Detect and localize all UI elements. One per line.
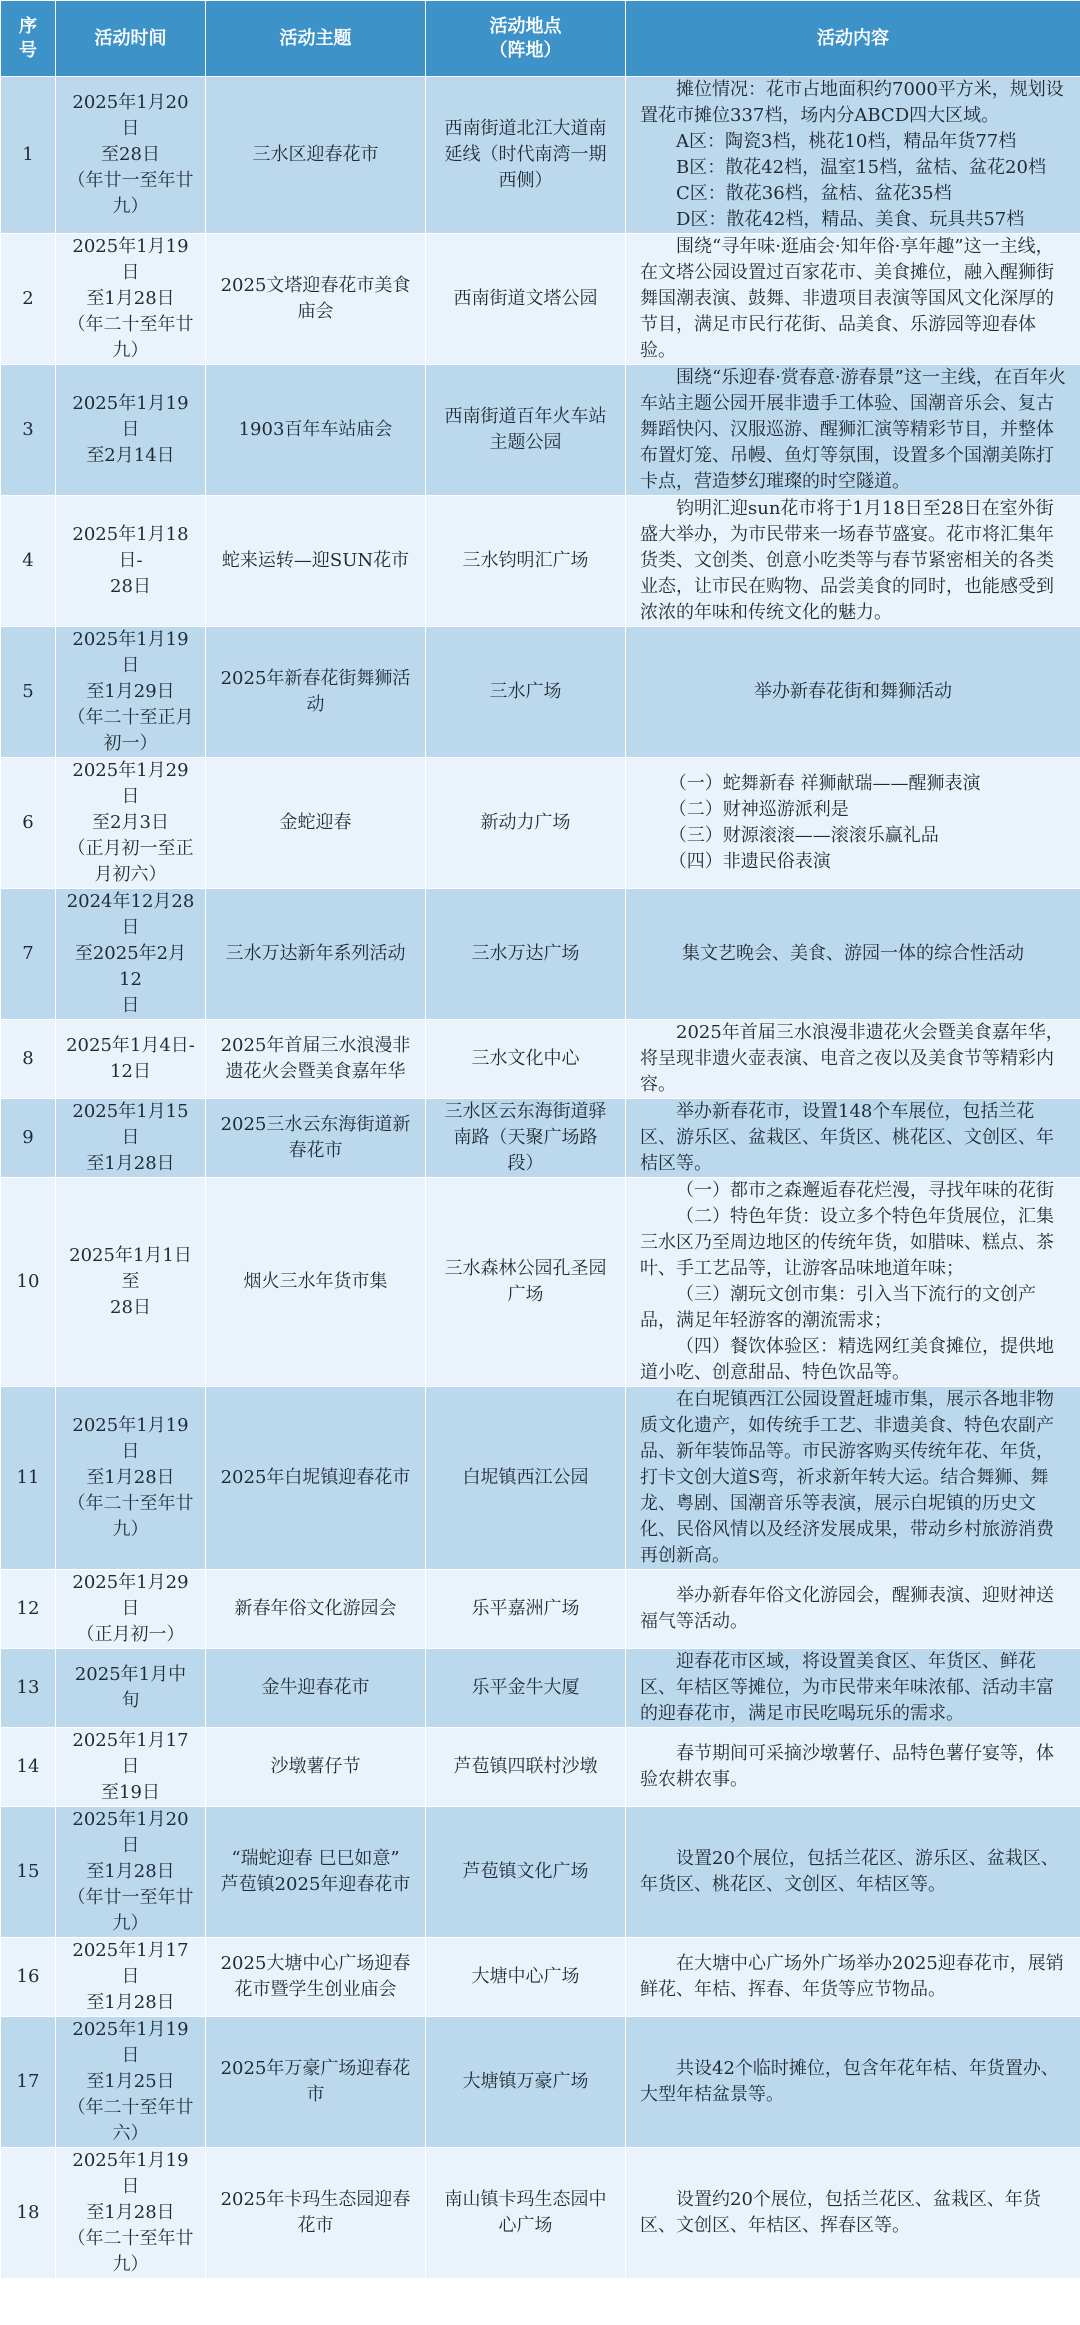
table-row	[1, 234, 1080, 365]
cell-no: 18	[1, 2148, 56, 2279]
cell-content	[626, 1938, 1080, 2017]
cell-time: 2025年1月19日 至1月29日 （年二十至正月 初一）	[56, 627, 206, 758]
content-line: 在大塘中心广场外广场举办2025迎春花市，展销鲜花、年桔、挥春、年货等应节物品。	[640, 1953, 1064, 2000]
cell-theme: 2025年卡玛生态园迎春 花市	[206, 2148, 426, 2279]
table-row	[1, 1099, 1080, 1178]
table-row	[1, 627, 1080, 758]
cell-content	[626, 1649, 1080, 1728]
table-row	[1, 365, 1080, 496]
cell-content	[626, 627, 1080, 758]
cell-theme: 2025年首届三水浪漫非 遗花火会暨美食嘉年华	[206, 1020, 426, 1099]
content-line: 设置约20个展位，包括兰花区、盆栽区、年货区、文创区、年桔区、挥春区等。	[640, 2189, 1041, 2236]
content-line: D区：散花42档，精品、美食、玩具共57档	[676, 209, 1025, 230]
cell-theme: 沙墩薯仔节	[206, 1728, 426, 1807]
table-row	[1, 889, 1080, 1020]
cell-content	[626, 1570, 1080, 1649]
cell-time: 2025年1月17日 至1月28日	[56, 1938, 206, 2017]
content-line: 举办新春年俗文化游园会，醒狮表演、迎财神送福气等活动。	[640, 1585, 1054, 1632]
cell-theme: 2025三水云东海街道新 春花市	[206, 1099, 426, 1178]
cell-theme: 烟火三水年货市集	[206, 1178, 426, 1387]
cell-place: 三水区云东海街道驿 南路（天聚广场路 段）	[426, 1099, 626, 1178]
cell-time: 2025年1月19日 至1月28日 （年二十至年廿 九）	[56, 1387, 206, 1570]
table-header-row	[1, 1, 1080, 77]
header-no: 序号	[1, 1, 56, 77]
content-line: （四）非遗民俗表演	[668, 851, 831, 872]
cell-time: 2025年1月29日 至2月3日 （正月初一至正 月初六）	[56, 758, 206, 889]
cell-time: 2025年1月20日 至1月28日 （年廿一至年廿 九）	[56, 1807, 206, 1938]
content-line: 设置20个展位，包括兰花区、游乐区、盆栽区、年货区、桃花区、文创区、年桔区等。	[640, 1848, 1059, 1895]
cell-place: 乐平金牛大厦	[426, 1649, 626, 1728]
cell-theme: 2025年新春花街舞狮活 动	[206, 627, 426, 758]
cell-no: 16	[1, 1938, 56, 2017]
cell-theme: 蛇来运转—迎SUN花市	[206, 496, 426, 627]
cell-content	[626, 1099, 1080, 1178]
cell-theme: 1903百年车站庙会	[206, 365, 426, 496]
cell-no: 2	[1, 234, 56, 365]
cell-no: 7	[1, 889, 56, 1020]
cell-no: 17	[1, 2017, 56, 2148]
cell-content	[626, 77, 1080, 234]
cell-content	[626, 365, 1080, 496]
cell-no: 9	[1, 1099, 56, 1178]
cell-time: 2025年1月19日 至2月14日	[56, 365, 206, 496]
cell-no: 13	[1, 1649, 56, 1728]
content-line: 围绕“寻年味·逛庙会·知年俗·享年趣”这一主线，在文塔公园设置过百家花市、美食摊位，融入醒狮街舞国潮表演、鼓舞、非遗项目表演等国风文化深厚的节目，满足市民行花街、品美食、乐游园等迎春体验。	[640, 236, 1054, 361]
header-content: 活动内容	[626, 1, 1080, 77]
table-row	[1, 1938, 1080, 2017]
cell-time: 2025年1月29日 （正月初一）	[56, 1570, 206, 1649]
content-line: 摊位情况：花市占地面积约7000平方米，规划设置花市摊位337档，场内分ABCD四大区域。	[640, 79, 1064, 126]
cell-no: 15	[1, 1807, 56, 1938]
cell-no: 1	[1, 77, 56, 234]
cell-place: 南山镇卡玛生态园中 心广场	[426, 2148, 626, 2279]
content-line: （四）餐饮体验区：精选网红美食摊位，提供地道小吃、创意甜品、特色饮品等。	[640, 1336, 1054, 1383]
table-row	[1, 1807, 1080, 1938]
cell-time: 2025年1月19日 至1月28日 （年二十至年廿 九）	[56, 234, 206, 365]
cell-theme: 新春年俗文化游园会	[206, 1570, 426, 1649]
header-time: 活动时间	[56, 1, 206, 77]
cell-place: 三水钧明汇广场	[426, 496, 626, 627]
table-row	[1, 2148, 1080, 2279]
table-row	[1, 1570, 1080, 1649]
content-line: （二）特色年货：设立多个特色年货展位，汇集三水区乃至周边地区的传统年货，如腊味、糕点、茶叶、手工艺品等，让游客品味地道年味；	[640, 1206, 1054, 1279]
cell-time: 2025年1月1日至 28日	[56, 1178, 206, 1387]
cell-place: 三水万达广场	[426, 889, 626, 1020]
cell-time: 2025年1月18日- 28日	[56, 496, 206, 627]
content-line: C区：散花36档，盆桔、盆花35档	[676, 183, 952, 204]
cell-theme: 2025文塔迎春花市美食 庙会	[206, 234, 426, 365]
content-line: 共设42个临时摊位，包含年花年桔、年货置办、大型年桔盆景等。	[640, 2058, 1059, 2105]
content-line: 钧明汇迎sun花市将于1月18日至28日在室外街盛大举办，为市民带来一场春节盛宴。花市将汇集年货类、文创类、创意小吃类等与春节紧密相关的各类业态，让市民在购物、品尝美食的同时，也能感受到浓浓的年味和传统文化的魅力。	[640, 498, 1054, 623]
content-line: 集文艺晚会、美食、游园一体的综合性活动	[682, 943, 1024, 964]
cell-place: 三水广场	[426, 627, 626, 758]
cell-content	[626, 1020, 1080, 1099]
cell-theme: “瑞蛇迎春 巳巳如意” 芦苞镇2025年迎春花市	[206, 1807, 426, 1938]
cell-no: 11	[1, 1387, 56, 1570]
cell-theme: 三水区迎春花市	[206, 77, 426, 234]
content-line: A区：陶瓷3档，桃花10档，精品年货77档	[676, 131, 1017, 152]
cell-place: 乐平嘉洲广场	[426, 1570, 626, 1649]
content-line: 举办新春花市，设置148个车展位，包括兰花区、游乐区、盆栽区、年货区、桃花区、文创区、年桔区等。	[640, 1101, 1054, 1174]
cell-content	[626, 1178, 1080, 1387]
cell-theme: 2025大塘中心广场迎春 花市暨学生创业庙会	[206, 1938, 426, 2017]
table-row	[1, 1020, 1080, 1099]
cell-theme: 金蛇迎春	[206, 758, 426, 889]
cell-time: 2025年1月17日 至19日	[56, 1728, 206, 1807]
cell-time: 2025年1月15日 至1月28日	[56, 1099, 206, 1178]
content-line: （一）都市之森邂逅春花烂漫，寻找年味的花街	[676, 1180, 1054, 1201]
table-row	[1, 77, 1080, 234]
content-line: B区：散花42档，温室15档，盆桔、盆花20档	[676, 157, 1046, 178]
content-line: （一）蛇舞新春 祥狮献瑞——醒狮表演	[668, 773, 981, 794]
cell-theme: 三水万达新年系列活动	[206, 889, 426, 1020]
cell-place: 西南街道百年火车站 主题公园	[426, 365, 626, 496]
table-row	[1, 2017, 1080, 2148]
cell-place: 白坭镇西江公园	[426, 1387, 626, 1570]
table-row	[1, 758, 1080, 889]
cell-no: 10	[1, 1178, 56, 1387]
cell-time: 2025年1月中旬	[56, 1649, 206, 1728]
cell-place: 三水森林公园孔圣园 广场	[426, 1178, 626, 1387]
cell-place: 芦苞镇四联村沙墩	[426, 1728, 626, 1807]
table-row	[1, 1728, 1080, 1807]
cell-no: 3	[1, 365, 56, 496]
cell-place: 大塘中心广场	[426, 1938, 626, 2017]
cell-time: 2025年1月4日- 12日	[56, 1020, 206, 1099]
cell-no: 5	[1, 627, 56, 758]
cell-content	[626, 2148, 1080, 2279]
content-line: 举办新春花街和舞狮活动	[754, 681, 952, 702]
cell-content	[626, 1807, 1080, 1938]
cell-no: 12	[1, 1570, 56, 1649]
cell-content	[626, 1387, 1080, 1570]
table-row	[1, 496, 1080, 627]
header-theme: 活动主题	[206, 1, 426, 77]
content-line: 围绕“乐迎春·赏春意·游春景”这一主线，在百年火车站主题公园开展非遗手工体验、国潮音乐会、复古舞蹈快闪、汉服巡游、醒狮汇演等精彩节目，并整体布置灯笼、吊幔、鱼灯等氛围，设置多个国潮美陈打卡点，营造梦幻璀璨的时空隧道。	[640, 367, 1066, 492]
content-line: 迎春花市区域，将设置美食区、年货区、鲜花区、年桔区等摊位，为市民带来年味浓郁、活动丰富的迎春花市，满足市民吃喝玩乐的需求。	[640, 1651, 1054, 1724]
cell-no: 8	[1, 1020, 56, 1099]
cell-content	[626, 889, 1080, 1020]
cell-content	[626, 2017, 1080, 2148]
cell-time: 2025年1月19日 至1月28日 （年二十至年廿 九）	[56, 2148, 206, 2279]
table-row	[1, 1649, 1080, 1728]
cell-place: 大塘镇万豪广场	[426, 2017, 626, 2148]
cell-theme: 2025年万豪广场迎春花 市	[206, 2017, 426, 2148]
content-line: （三）潮玩文创市集：引入当下流行的文创产品，满足年轻游客的潮流需求；	[640, 1284, 1036, 1331]
header-place: 活动地点 （阵地）	[426, 1, 626, 77]
cell-no: 6	[1, 758, 56, 889]
content-line: （三）财源滚滚——滚滚乐赢礼品	[668, 825, 939, 846]
cell-place: 西南街道北江大道南 延线（时代南湾一期 西侧）	[426, 77, 626, 234]
content-line: 2025年首届三水浪漫非遗花火会暨美食嘉年华，将呈现非遗火壶表演、电音之夜以及美食节等精彩内容。	[640, 1022, 1064, 1095]
cell-place: 新动力广场	[426, 758, 626, 889]
content-line: 在白坭镇西江公园设置赶墟市集，展示各地非物质文化遗产，如传统手工艺、非遗美食、特色农副产品、新年装饰品等。市民游客购买传统年花、年货，打卡文创大道S弯，祈求新年转大运。结合舞狮、舞龙、粤剧、国潮音乐等表演，展示白坭镇的历史文化、民俗风情以及经济发展成果，带动乡村旅游消费再创新高。	[640, 1389, 1054, 1566]
cell-place: 芦苞镇文化广场	[426, 1807, 626, 1938]
cell-time: 2025年1月19日 至1月25日 （年二十至年廿 六）	[56, 2017, 206, 2148]
cell-no: 14	[1, 1728, 56, 1807]
cell-theme: 2025年白坭镇迎春花市	[206, 1387, 426, 1570]
cell-place: 三水文化中心	[426, 1020, 626, 1099]
cell-theme: 金牛迎春花市	[206, 1649, 426, 1728]
cell-content	[626, 758, 1080, 889]
cell-time: 2024年12月28日 至2025年2月12 日	[56, 889, 206, 1020]
cell-content	[626, 1728, 1080, 1807]
table-row	[1, 1387, 1080, 1570]
content-line: （二）财神巡游派利是	[668, 799, 849, 820]
cell-place: 西南街道文塔公园	[426, 234, 626, 365]
table-row	[1, 1178, 1080, 1387]
content-line: 春节期间可采摘沙墩薯仔、品特色薯仔宴等，体验农耕农事。	[640, 1743, 1054, 1790]
cell-content	[626, 234, 1080, 365]
cell-time: 2025年1月20日 至28日 （年廿一至年廿 九）	[56, 77, 206, 234]
cell-no: 4	[1, 496, 56, 627]
cell-content	[626, 496, 1080, 627]
